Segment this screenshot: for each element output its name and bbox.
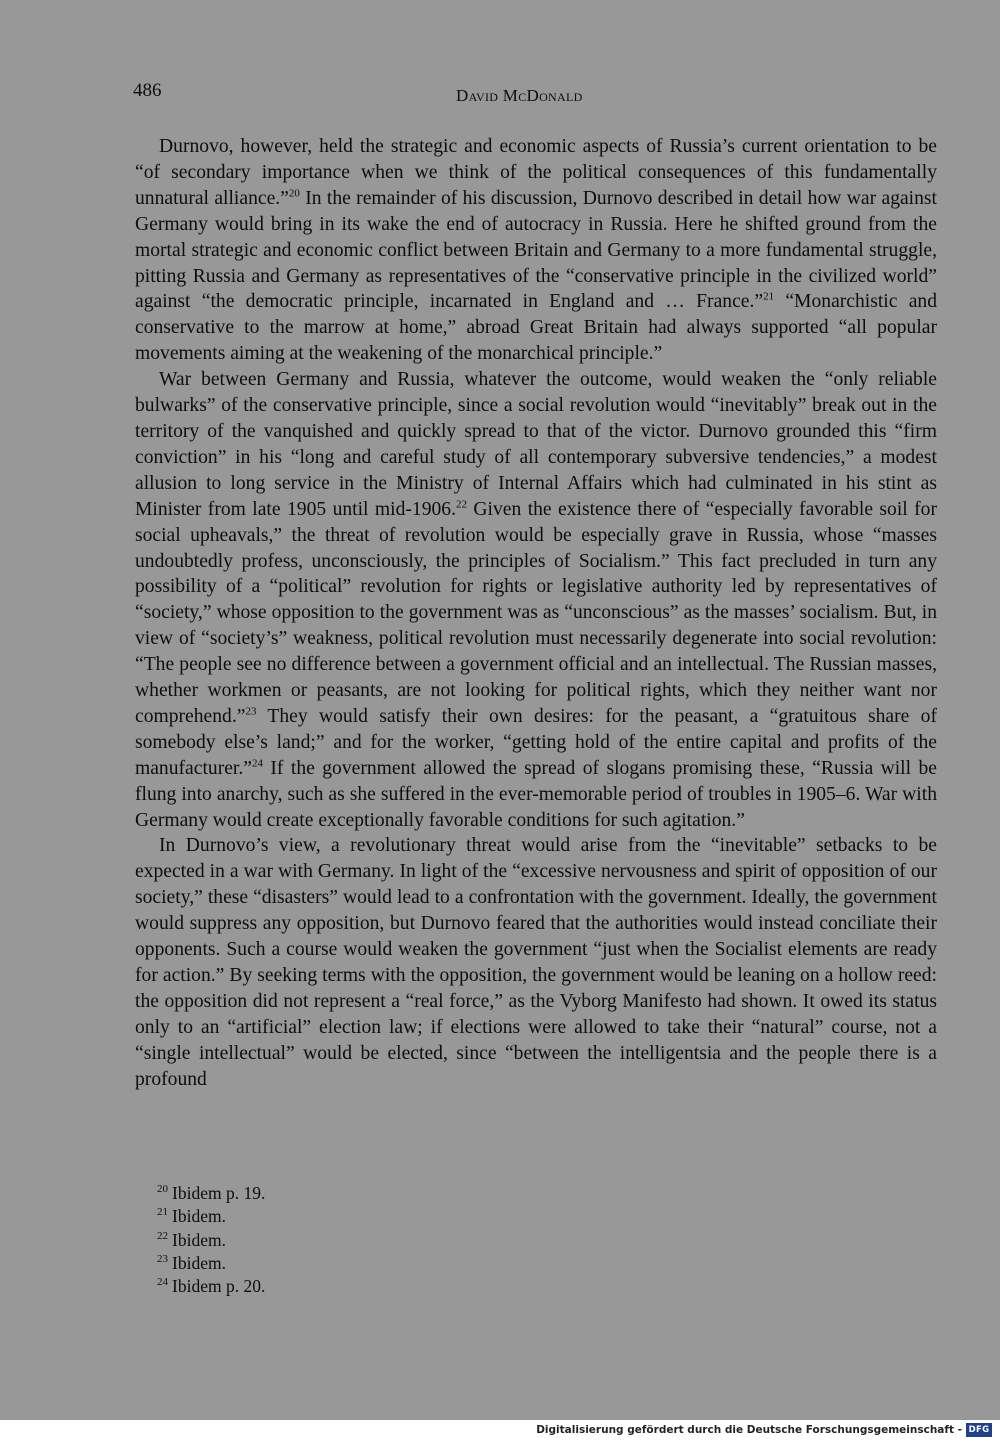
paragraph-text: They would satisfy their own desires: for the peasant, a “gratuitous share of somebody else’s land;” and for the worker, “getting hold of the entire capital and profits of the manufacturer.”: [135, 705, 937, 779]
footnotes: [157, 1182, 265, 1298]
paragraph-text: Durnovo, however, held the strategic and economic aspects of Russia’s current orientation to be “of secondary importance when we think of the political consequences of this fundamentally unnatural alliance.”: [135, 136, 937, 209]
footnote-text: Ibidem p. 19.: [172, 1183, 266, 1203]
footnote-number: 23: [157, 1253, 168, 1266]
footnote: [157, 1229, 265, 1252]
paragraph: [135, 367, 937, 833]
footnote-reference: 24: [251, 757, 263, 770]
footnote: [157, 1275, 265, 1298]
footnote-text: Ibidem p. 20.: [172, 1276, 266, 1297]
footnote-reference: 21: [763, 290, 775, 303]
footnote-reference: 22: [456, 498, 467, 511]
footnote-number: 20: [157, 1183, 168, 1196]
paragraph: [135, 833, 937, 1092]
footnote-text: Ibidem.: [172, 1252, 226, 1273]
footer-bar: [0, 1420, 1000, 1444]
footnote-number: 24: [157, 1276, 168, 1289]
paragraph-text: Given the existence there of “especially favorable soil for social upheavals,” the threat of revolution would be especially grave in Russia, whose “masses undoubtedly profess, unconsciously, the principles of Socialism.” This fact precluded in turn any possibility of a “political” revolution for rights or legislative authority led by representatives of “society,” whose opposition to the government was as “unconscious” as the masses’ socialism. But, in view of “society’s” weakness, political revolution must necessarily degenerate into social revolution: “The people see no difference between a government official and an intellectual. The Russian masses, whether workmen or peasants, are not looking for political rights, which they neither want nor comprehend.”: [135, 498, 937, 727]
running-head: David McDonald: [456, 86, 583, 105]
page-number: 486: [133, 80, 162, 101]
footnote: [157, 1182, 265, 1205]
paragraph-text: If the government allowed the spread of slogans promising these, “Russia will be flung into anarchy, such as she suffered in the ever-memorable period of troubles in 1905–6. War with Germany would create exceptionally favorable conditions for such agitation.”: [135, 757, 937, 831]
paragraph-text: In Durnovo’s view, a revolutionary threat would arise from the “inevitable” setbacks to be expected in a war with Germany. In light of the “excessive nervousness and spirit of opposition of our society,” these “disasters” would lead to a confrontation with the government. Ideally, the government would suppress any opposition, but Durnovo feared that the authorities would instead conciliate their opponents. Such a course would weaken the government “just when the Socialist elements are ready for action.” By seeking terms with the opposition, the government would be leaning on a hollow reed: the opposition did not represent a “real force,” as the Vyborg Manifesto had shown. It owed its status only to an “artificial” election law; if elections were allowed to take their “natural” course, not a “single intellectual” would be elected, since “between the intelligentsia and the people there is a profound: [135, 835, 937, 1090]
footnote-text: Ibidem.: [172, 1229, 226, 1250]
footnote-number: 22: [157, 1229, 168, 1242]
footnote: [157, 1252, 265, 1275]
paragraph-text: “Monarchistic and conservative to the marrow at home,” abroad Great Britain had always supported “all popular movements aiming at the weakening of the monarchical principle.”: [135, 291, 937, 365]
footnote-reference: 23: [245, 705, 257, 718]
paragraph-text: War between Germany and Russia, whatever the outcome, would weaken the “only reliable bulwarks” of the conservative principle, since a social revolution would “inevitably” break out in the territory of the vanquished and quickly spread to that of the victor. Durnovo grounded this “firm conviction” in his “long and careful study of all contemporary subversive tendencies,” a modest allusion to long service in the Ministry of Internal Affairs which had culminated in his stint as Minister from late 1905 until mid-1906.: [135, 369, 937, 520]
footnote: [157, 1205, 265, 1228]
footnote-number: 21: [157, 1206, 168, 1219]
footnote-text: Ibidem.: [172, 1206, 226, 1227]
paragraph: [135, 134, 937, 367]
body-text: [135, 134, 937, 1093]
footer-credit: Digitalisierung gefördert durch die Deutsche Forschungsgemeinschaft -: [536, 1424, 962, 1436]
dfg-logo-icon: DFG: [966, 1423, 992, 1437]
footnote-reference: 20: [288, 187, 300, 200]
paragraph-text: In the remainder of his discussion, Durnovo described in detail how war against Germany would bring in its wake the end of autocracy in Russia. Here he shifted ground from the mortal strategic and economic conflict between Britain and Germany to a more fundamental struggle, pitting Russia and Germany as representatives of the “conservative principle in the civilized world” against “the democratic principle, incarnated in England and … France.”: [135, 187, 937, 313]
